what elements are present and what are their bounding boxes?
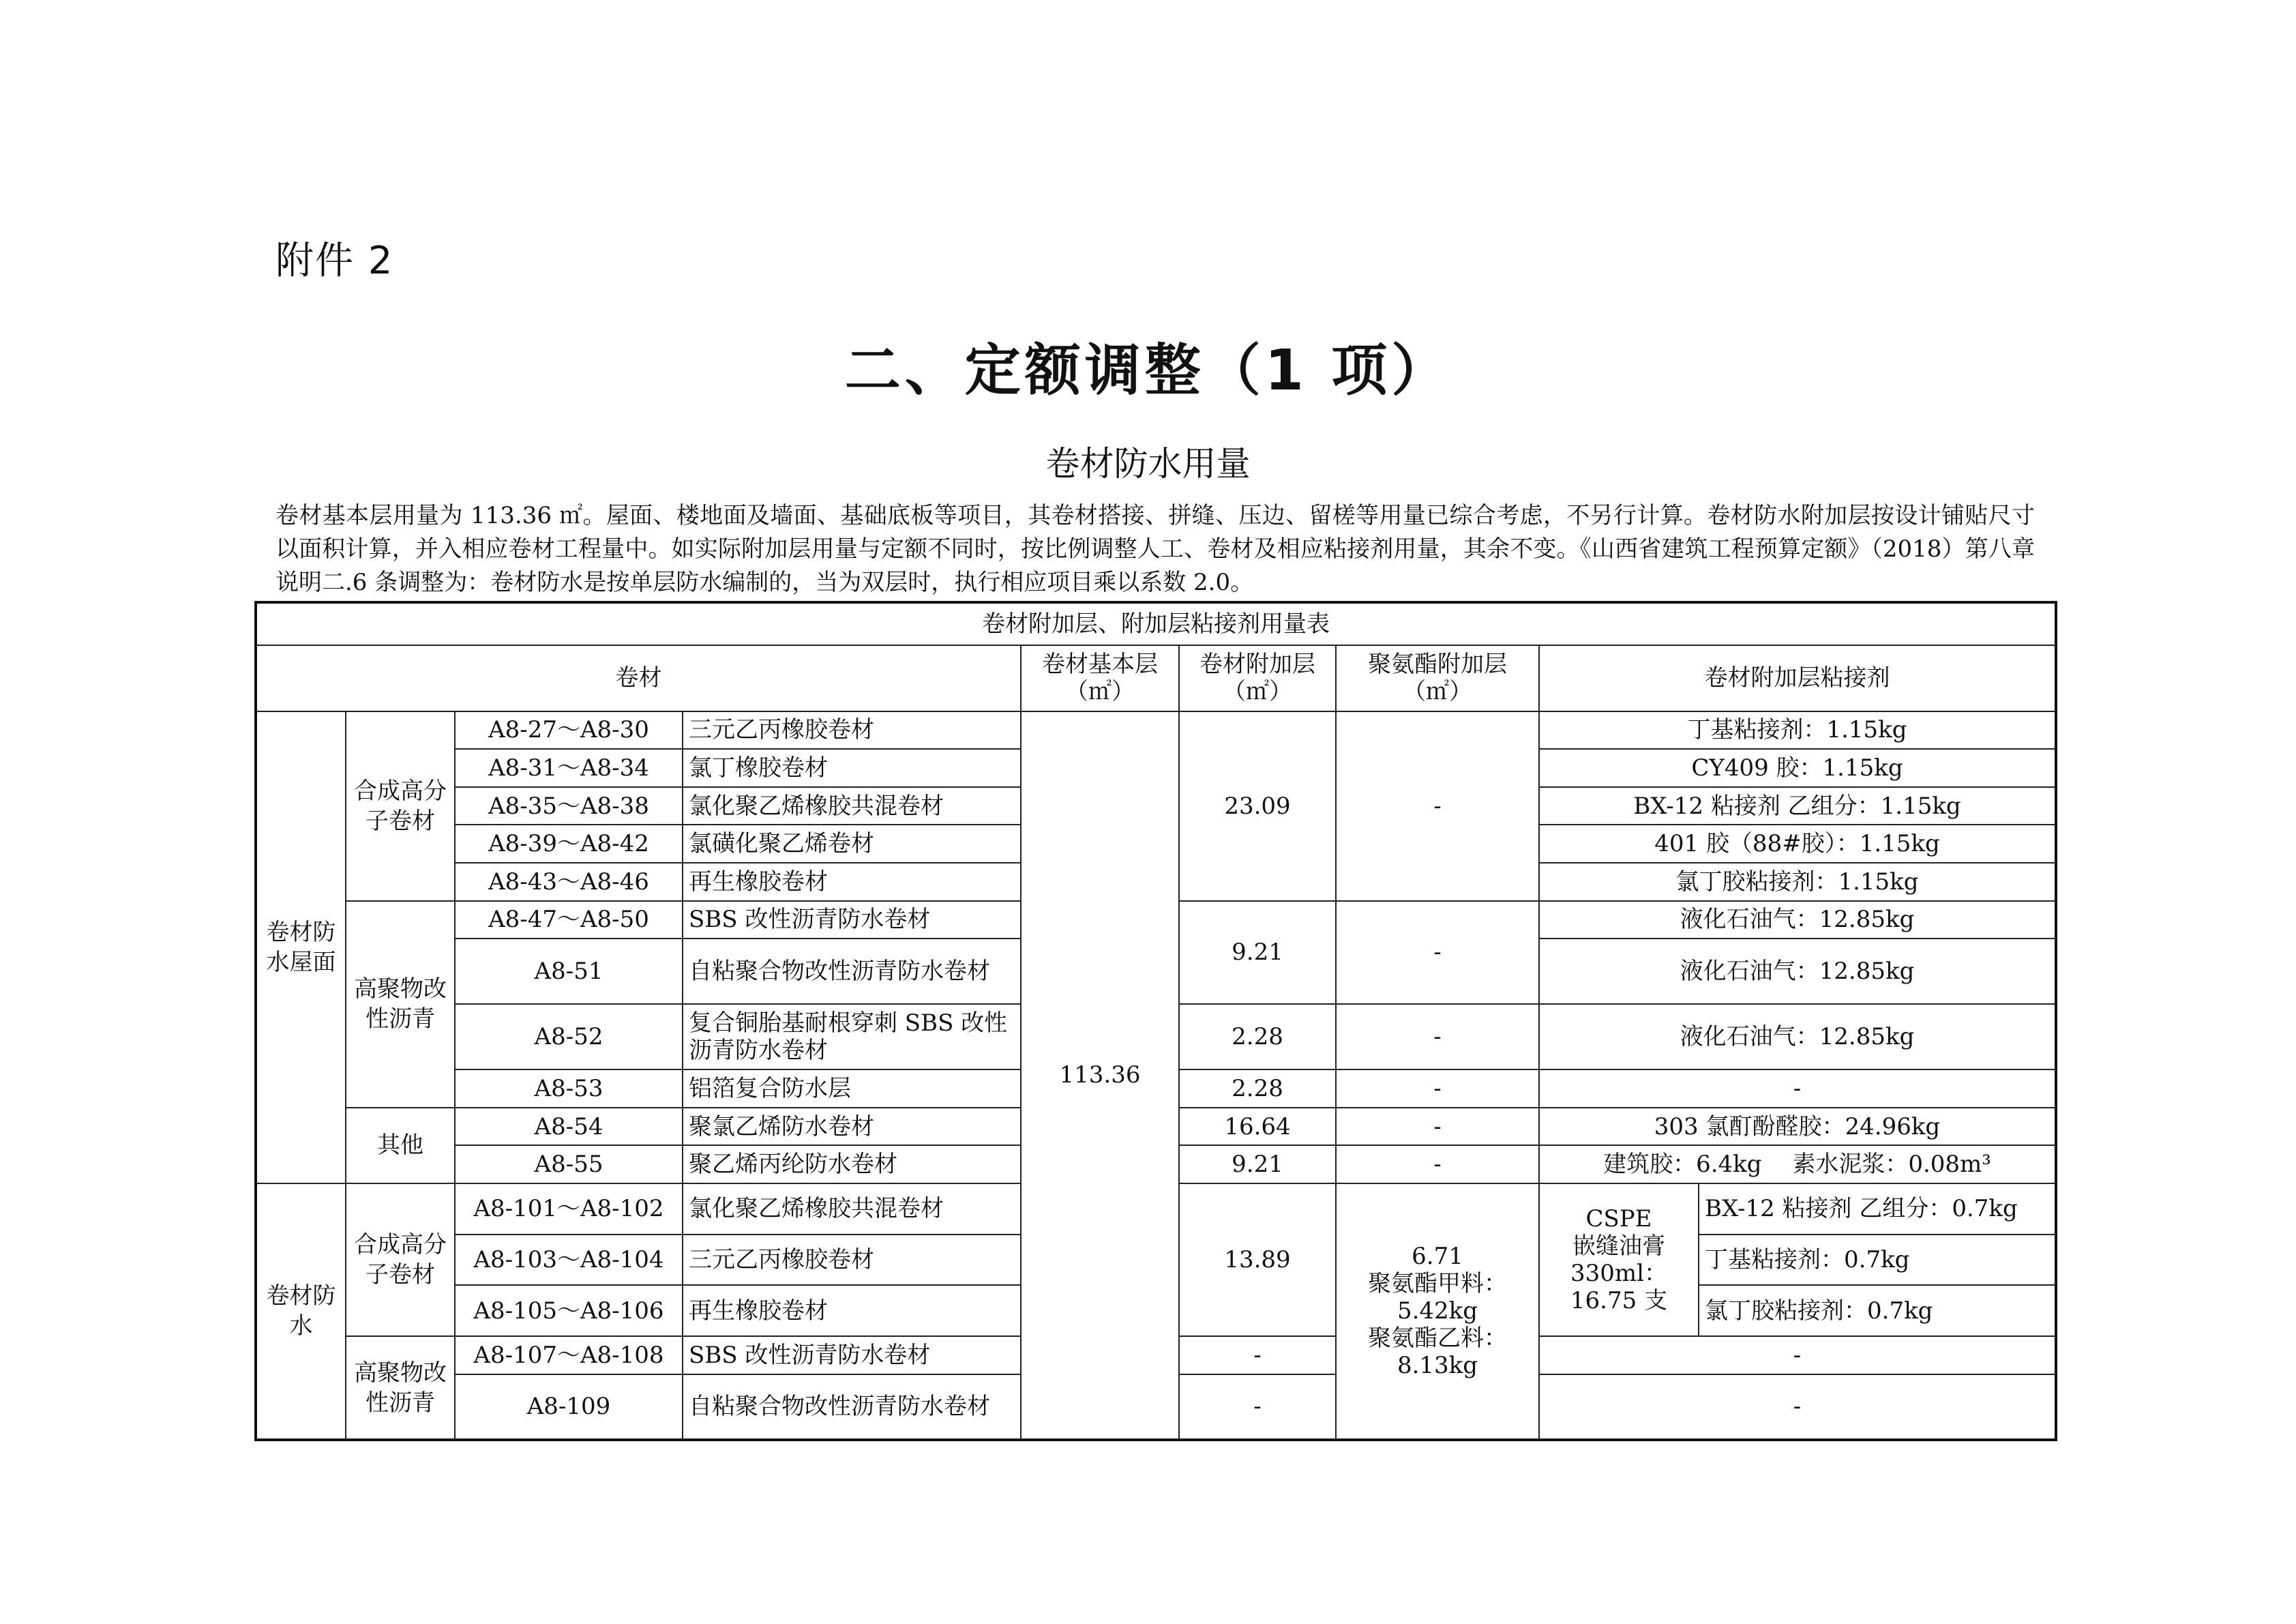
row-adhesive: - xyxy=(1539,1374,2056,1440)
row-code: A8-35～A8-38 xyxy=(455,787,683,825)
row-add: - xyxy=(1179,1336,1336,1374)
row-add: 16.64 xyxy=(1179,1108,1336,1146)
row-name: 三元乙丙橡胶卷材 xyxy=(683,1235,1021,1286)
row-pu: - xyxy=(1336,1004,1539,1069)
row-name: 氯化聚乙烯橡胶共混卷材 xyxy=(683,787,1021,825)
row-name: 自粘聚合物改性沥青防水卷材 xyxy=(683,939,1021,1004)
row-name: 氯丁橡胶卷材 xyxy=(683,749,1021,787)
row-adhesive: 丁基粘接剂：1.15kg xyxy=(1539,711,2056,750)
subgroup-other: 其他 xyxy=(346,1108,455,1183)
intro-paragraph: 卷材基本层用量为 113.36 ㎡。屋面、楼地面及墙面、基础底板等项目，其卷材搭接、拼缝、压边、留槎等用量已综合考虑，不另行计算。卷材防水附加层按设计铺贴尺寸以面积计算，并入相应卷材工程量中。如实际附加层用量与定额不同时，按比例调整人工、卷材及相应粘接剂用量，其余不变。《山西省建筑工程预算定额》（2018）第八章说明二.6 条调整为：卷材防水是按单层防水编制的，当为双层时，执行相应项目乘以系数 2.0。 xyxy=(275,502,2035,596)
row-code: A8-105～A8-106 xyxy=(455,1285,683,1336)
subgroup-polymer-2: 高聚物改性沥青 xyxy=(346,1336,455,1440)
table-row xyxy=(256,711,2056,750)
row-name: 再生橡胶卷材 xyxy=(683,863,1021,901)
row-code: A8-47～A8-50 xyxy=(455,901,683,939)
row-name: 聚氯乙烯防水卷材 xyxy=(683,1108,1021,1146)
row-code: A8-109 xyxy=(455,1374,683,1440)
subgroup-synthetic: 合成高分子卷材 xyxy=(346,711,455,901)
row-adhesive: - xyxy=(1539,1336,2056,1374)
row-code: A8-54 xyxy=(455,1108,683,1146)
row-adhesive: 丁基粘接剂：0.7kg xyxy=(1699,1235,2056,1286)
section-subtitle: 卷材防水用量 xyxy=(1045,444,1251,484)
row-code: A8-51 xyxy=(455,939,683,1004)
row-adhesive: 液化石油气：12.85kg xyxy=(1539,939,2056,1004)
row-add: 2.28 xyxy=(1179,1069,1336,1108)
row-name: 再生橡胶卷材 xyxy=(683,1285,1021,1336)
row-adhesive: 氯丁胶粘接剂：0.7kg xyxy=(1699,1285,2056,1336)
group-roof: 卷材防水屋面 xyxy=(256,711,346,1183)
row-code: A8-39～A8-42 xyxy=(455,825,683,863)
row-adhesive: 303 氯酊酚醛胶：24.96kg xyxy=(1539,1108,2056,1146)
row-pu: - xyxy=(1336,1145,1539,1183)
synthetic-pu-value: - xyxy=(1336,711,1539,901)
table-caption: 卷材附加层、附加层粘接剂用量表 xyxy=(256,602,2056,645)
header-material: 卷材 xyxy=(256,645,1021,711)
row-name: 三元乙丙橡胶卷材 xyxy=(683,711,1021,750)
row-adhesive: CY409 胶：1.15kg xyxy=(1539,749,2056,787)
row-name: 复合铜胎基耐根穿刺 SBS 改性沥青防水卷材 xyxy=(683,1004,1021,1069)
wp-pu-value: 6.71 聚氨酯甲料： 5.42kg 聚氨酯乙料： 8.13kg xyxy=(1336,1183,1539,1440)
row-code: A8-53 xyxy=(455,1069,683,1108)
polymer-add-value: 9.21 xyxy=(1179,901,1336,1005)
row-adhesive: 建筑胶：6.4kg 素水泥浆：0.08m³ xyxy=(1539,1145,2056,1183)
row-code: A8-103～A8-104 xyxy=(455,1235,683,1286)
row-adhesive: 氯丁胶粘接剂：1.15kg xyxy=(1539,863,2056,901)
row-add: - xyxy=(1179,1374,1336,1440)
row-adhesive: BX-12 粘接剂 乙组分：1.15kg xyxy=(1539,787,2056,825)
row-pu: - xyxy=(1336,1108,1539,1146)
header-add-layer: 卷材附加层 （㎡） xyxy=(1179,645,1336,711)
row-code: A8-55 xyxy=(455,1145,683,1183)
page-title: 二、定额调整（1 项） xyxy=(844,338,1452,403)
subgroup-synthetic-2: 合成高分子卷材 xyxy=(346,1183,455,1336)
row-name: 自粘聚合物改性沥青防水卷材 xyxy=(683,1374,1021,1440)
row-code: A8-27～A8-30 xyxy=(455,711,683,750)
base-layer-value: 113.36 xyxy=(1021,711,1179,1440)
wp-add-value: 13.89 xyxy=(1179,1183,1336,1336)
row-adhesive: 液化石油气：12.85kg xyxy=(1539,901,2056,939)
row-adhesive: 401 胶（88#胶）：1.15kg xyxy=(1539,825,2056,863)
group-waterproof: 卷材防水 xyxy=(256,1183,346,1440)
row-code: A8-52 xyxy=(455,1004,683,1069)
row-name: SBS 改性沥青防水卷材 xyxy=(683,901,1021,939)
row-code: A8-107～A8-108 xyxy=(455,1336,683,1374)
row-adhesive: 液化石油气：12.85kg xyxy=(1539,1004,2056,1069)
row-name: 铝箔复合防水层 xyxy=(683,1069,1021,1108)
polymer-pu-value: - xyxy=(1336,901,1539,1005)
row-code: A8-31～A8-34 xyxy=(455,749,683,787)
header-pu-layer: 聚氨酯附加层 （㎡） xyxy=(1336,645,1539,711)
synthetic-add-value: 23.09 xyxy=(1179,711,1336,901)
row-add: 2.28 xyxy=(1179,1004,1336,1069)
row-add: 9.21 xyxy=(1179,1145,1336,1183)
row-name: SBS 改性沥青防水卷材 xyxy=(683,1336,1021,1374)
subgroup-polymer: 高聚物改性沥青 xyxy=(346,901,455,1108)
row-name: 聚乙烯丙纶防水卷材 xyxy=(683,1145,1021,1183)
row-name: 氯化聚乙烯橡胶共混卷材 xyxy=(683,1183,1021,1235)
header-base-layer: 卷材基本层 （㎡） xyxy=(1021,645,1179,711)
header-adhesive: 卷材附加层粘接剂 xyxy=(1539,645,2056,711)
row-pu: - xyxy=(1336,1069,1539,1108)
row-adhesive: - xyxy=(1539,1069,2056,1108)
row-adhesive: BX-12 粘接剂 乙组分：0.7kg xyxy=(1699,1183,2056,1235)
row-code: A8-43～A8-46 xyxy=(455,863,683,901)
row-code: A8-101～A8-102 xyxy=(455,1183,683,1235)
cspe-value: CSPE 嵌缝油膏 330ml： 16.75 支 xyxy=(1539,1183,1699,1336)
attachment-label: 附件 2 xyxy=(275,239,394,283)
row-name: 氯磺化聚乙烯卷材 xyxy=(683,825,1021,863)
usage-table xyxy=(254,601,2057,1441)
